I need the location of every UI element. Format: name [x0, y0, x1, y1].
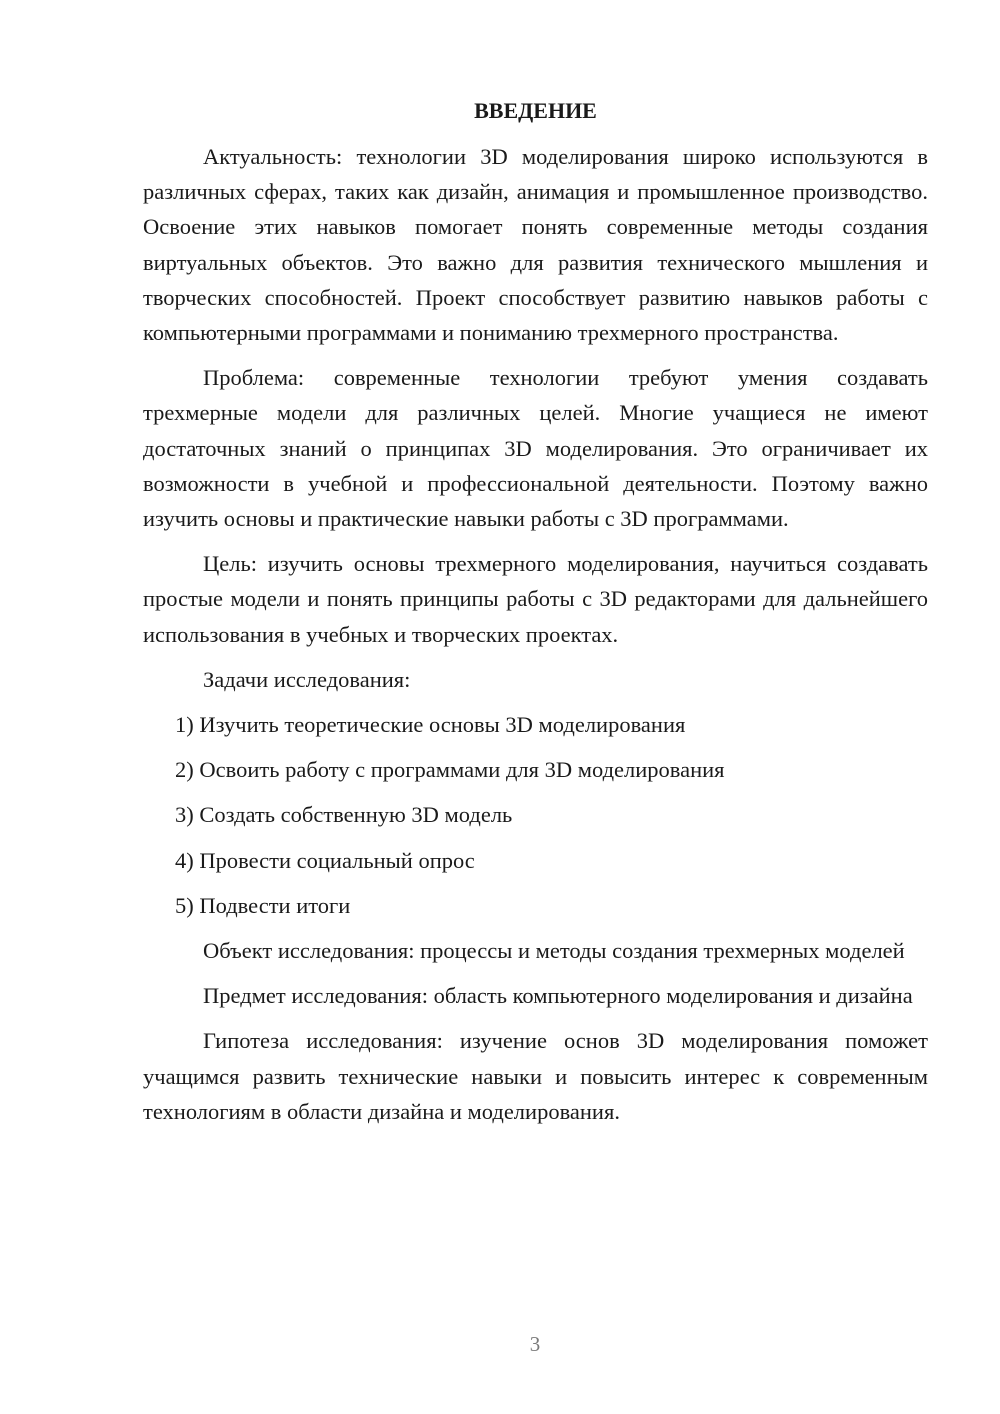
relevance-paragraph: Актуальность: технологии 3D моделирования широко используются в различных сферах, таких как дизайн, анимация и промышленное производство. Освоение этих навыков помогает понять современные методы создания виртуальных объектов. Это важно для развития технического мышления и творческих способностей. Проект способствует развитию навыков работы с компьютерными программами и пониманию трехмерного пространства. [143, 144, 928, 346]
goal-paragraph: Цель: изучить основы трехмерного моделирования, научиться создавать простые модели и понять принципы работы с 3D редакторами для дальнейшего использования в учебных и творческих проектах. [143, 551, 928, 647]
problem-paragraph: Проблема: современные технологии требуют умения создавать трехмерные модели для различных целей. Многие учащиеся не имеют достаточных знаний о принципах 3D моделирования. Это ограничивает их возможности в учебной и профессиональной деятельности. Поэтому важно изучить основы и практические навыки работы с 3D программами. [143, 365, 928, 532]
page-number: 3 [529, 1332, 541, 1356]
subject-paragraph: Предмет исследования: область компьютерного моделирования и дизайна [203, 983, 913, 1009]
hypothesis-paragraph: Гипотеза исследования: изучение основ 3D моделирования поможет учащимся развить технические навыки и повысить интерес к современным технологиям в области дизайна и моделирования. [143, 1028, 928, 1124]
section-title: ВВЕДЕНИЕ [474, 98, 597, 123]
task-item: 3) Создать собственную 3D модель [175, 802, 513, 828]
task-item: 5) Подвести итоги [175, 892, 351, 918]
page-content [143, 95, 928, 1139]
task-item: 1) Изучить теоретические основы 3D моделирования [175, 712, 686, 738]
task-item: 2) Освоить работу с программами для 3D моделирования [175, 757, 725, 783]
object-paragraph: Объект исследования: процессы и методы создания трехмерных моделей [203, 938, 905, 964]
task-item: 4) Провести социальный опрос [175, 847, 475, 873]
task-list [143, 707, 928, 923]
tasks-heading: Задачи исследования: [203, 666, 411, 692]
